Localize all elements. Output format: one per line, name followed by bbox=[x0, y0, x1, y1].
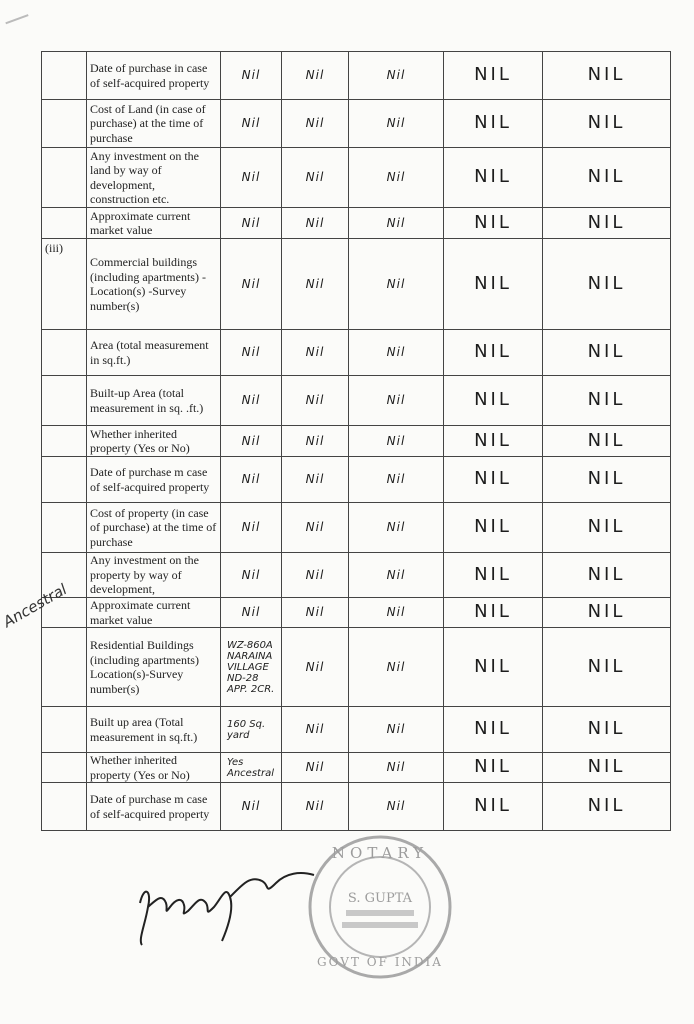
value-cell-col-1: Nil bbox=[221, 148, 282, 208]
value-cell-col-5: NIL bbox=[543, 598, 671, 628]
value-cell-col-1: Nil bbox=[221, 208, 282, 239]
row-number bbox=[42, 100, 87, 148]
value-cell-col-2: Nil bbox=[282, 553, 349, 598]
value-cell-col-5: NIL bbox=[543, 52, 671, 100]
value-cell-col-4: NIL bbox=[444, 208, 543, 239]
value-cell-col-2: Nil bbox=[282, 753, 349, 783]
table-row bbox=[42, 457, 671, 503]
row-number bbox=[42, 707, 87, 753]
row-number: (iii) bbox=[42, 239, 87, 330]
table-row bbox=[42, 783, 671, 831]
table-row bbox=[42, 330, 671, 376]
value-cell-col-5: NIL bbox=[543, 100, 671, 148]
row-number bbox=[42, 376, 87, 426]
value-cell-col-2: Nil bbox=[282, 239, 349, 330]
table-row bbox=[42, 553, 671, 598]
value-cell-col-4: NIL bbox=[444, 100, 543, 148]
row-number bbox=[42, 330, 87, 376]
value-cell-col-4: NIL bbox=[444, 148, 543, 208]
row-number bbox=[42, 426, 87, 457]
value-cell-col-4: NIL bbox=[444, 503, 543, 553]
row-label: Area (total measurement in sq.ft.) bbox=[87, 330, 221, 376]
stamp-name: S. GUPTA bbox=[347, 891, 413, 906]
value-cell-col-3: Nil bbox=[349, 553, 444, 598]
value-cell-col-4: NIL bbox=[444, 457, 543, 503]
value-cell-col-3: Nil bbox=[349, 753, 444, 783]
value-cell-col-5: NIL bbox=[543, 239, 671, 330]
row-label: Whether inherited property (Yes or No) bbox=[87, 426, 221, 457]
row-label: Built-up Area (total measurement in sq. .ft.) bbox=[87, 376, 221, 426]
value-cell-col-2: Nil bbox=[282, 783, 349, 831]
stamp-top-text: NOTARY bbox=[331, 844, 429, 862]
table-row bbox=[42, 100, 671, 148]
value-cell-col-5: NIL bbox=[543, 148, 671, 208]
value-cell-col-4: NIL bbox=[444, 598, 543, 628]
row-label: Residential Buildings (including apartments) Location(s)-Survey number(s) bbox=[87, 628, 221, 707]
value-cell-col-2: Nil bbox=[282, 707, 349, 753]
value-cell-col-1: Yes Ancestral bbox=[221, 753, 282, 783]
value-cell-col-4: NIL bbox=[444, 52, 543, 100]
value-cell-col-5: NIL bbox=[543, 553, 671, 598]
stamp-bottom-text: GOVT OF INDIA bbox=[317, 955, 443, 969]
table-row bbox=[42, 52, 671, 100]
value-cell-col-4: NIL bbox=[444, 553, 543, 598]
value-cell-col-5: NIL bbox=[543, 707, 671, 753]
value-cell-col-4: NIL bbox=[444, 426, 543, 457]
row-number bbox=[42, 52, 87, 100]
value-cell-col-5: NIL bbox=[543, 426, 671, 457]
value-cell-col-3: Nil bbox=[349, 426, 444, 457]
value-cell-col-1: Nil bbox=[221, 330, 282, 376]
value-cell-col-3: Nil bbox=[349, 148, 444, 208]
value-cell-col-2: Nil bbox=[282, 208, 349, 239]
value-cell-col-3: Nil bbox=[349, 239, 444, 330]
table-row bbox=[42, 628, 671, 707]
value-cell-col-4: NIL bbox=[444, 783, 543, 831]
value-cell-col-4: NIL bbox=[444, 239, 543, 330]
value-cell-col-1: Nil bbox=[221, 553, 282, 598]
row-label: Whether inherited property (Yes or No) bbox=[87, 753, 221, 783]
value-cell-col-3: Nil bbox=[349, 330, 444, 376]
value-cell-col-2: Nil bbox=[282, 376, 349, 426]
value-cell-col-5: NIL bbox=[543, 753, 671, 783]
row-label: Approximate current market value bbox=[87, 208, 221, 239]
value-cell-col-1: Nil bbox=[221, 376, 282, 426]
value-cell-col-4: NIL bbox=[444, 628, 543, 707]
row-number bbox=[42, 628, 87, 707]
value-cell-col-3: Nil bbox=[349, 503, 444, 553]
value-cell-col-5: NIL bbox=[543, 330, 671, 376]
margin-handwritten-note: Ancestral bbox=[0, 580, 71, 632]
value-cell-col-2: Nil bbox=[282, 148, 349, 208]
value-cell-col-2: Nil bbox=[282, 52, 349, 100]
value-cell-col-2: Nil bbox=[282, 426, 349, 457]
value-cell-col-5: NIL bbox=[543, 376, 671, 426]
value-cell-col-5: NIL bbox=[543, 783, 671, 831]
table-row bbox=[42, 753, 671, 783]
row-label: Any investment on the property by way of development, bbox=[87, 553, 221, 598]
value-cell-col-3: Nil bbox=[349, 783, 444, 831]
corner-mark bbox=[5, 14, 30, 30]
value-cell-col-2: Nil bbox=[282, 598, 349, 628]
notary-stamp bbox=[298, 832, 462, 982]
value-cell-col-4: NIL bbox=[444, 376, 543, 426]
value-cell-col-2: Nil bbox=[282, 457, 349, 503]
value-cell-col-3: Nil bbox=[349, 52, 444, 100]
value-cell-col-3: Nil bbox=[349, 376, 444, 426]
value-cell-col-2: Nil bbox=[282, 330, 349, 376]
row-number bbox=[42, 503, 87, 553]
assets-table bbox=[41, 51, 671, 831]
row-label: Cost of property (in case of purchase) at the time of purchase bbox=[87, 503, 221, 553]
value-cell-col-2: Nil bbox=[282, 100, 349, 148]
value-cell-col-1: Nil bbox=[221, 457, 282, 503]
row-number bbox=[42, 753, 87, 783]
value-cell-col-1: Nil bbox=[221, 503, 282, 553]
row-label: Built up area (Total measurement in sq.ft.) bbox=[87, 707, 221, 753]
value-cell-col-4: NIL bbox=[444, 753, 543, 783]
value-cell-col-5: NIL bbox=[543, 503, 671, 553]
table-row bbox=[42, 598, 671, 628]
row-label: Date of purchase m case of self-acquired property bbox=[87, 457, 221, 503]
value-cell-col-1: WZ-860A NARAINA VILLAGE ND-28 APP. 2CR. bbox=[221, 628, 282, 707]
row-label: Commercial buildings (including apartments) -Location(s) -Survey number(s) bbox=[87, 239, 221, 330]
row-label: Date of purchase m case of self-acquired property bbox=[87, 783, 221, 831]
value-cell-col-1: Nil bbox=[221, 239, 282, 330]
value-cell-col-1: Nil bbox=[221, 100, 282, 148]
value-cell-col-3: Nil bbox=[349, 598, 444, 628]
row-label: Any investment on the land by way of development, construction etc. bbox=[87, 148, 221, 208]
table-row bbox=[42, 208, 671, 239]
value-cell-col-1: 160 Sq. yard bbox=[221, 707, 282, 753]
value-cell-col-5: NIL bbox=[543, 457, 671, 503]
value-cell-col-1: Nil bbox=[221, 426, 282, 457]
value-cell-col-1: Nil bbox=[221, 783, 282, 831]
row-label: Approximate current market value bbox=[87, 598, 221, 628]
value-cell-col-4: NIL bbox=[444, 330, 543, 376]
value-cell-col-1: Nil bbox=[221, 598, 282, 628]
value-cell-col-2: Nil bbox=[282, 628, 349, 707]
value-cell-col-1: Nil bbox=[221, 52, 282, 100]
row-number bbox=[42, 148, 87, 208]
row-number bbox=[42, 208, 87, 239]
table-row bbox=[42, 148, 671, 208]
value-cell-col-5: NIL bbox=[543, 628, 671, 707]
value-cell-col-3: Nil bbox=[349, 628, 444, 707]
table-row bbox=[42, 376, 671, 426]
value-cell-col-2: Nil bbox=[282, 503, 349, 553]
table-row bbox=[42, 503, 671, 553]
row-label: Date of purchase in case of self-acquired property bbox=[87, 52, 221, 100]
row-number bbox=[42, 457, 87, 503]
table-row bbox=[42, 426, 671, 457]
value-cell-col-3: Nil bbox=[349, 208, 444, 239]
row-number bbox=[42, 783, 87, 831]
table-row bbox=[42, 239, 671, 330]
value-cell-col-3: Nil bbox=[349, 707, 444, 753]
value-cell-col-3: Nil bbox=[349, 100, 444, 148]
row-label: Cost of Land (in case of purchase) at the time of purchase bbox=[87, 100, 221, 148]
value-cell-col-5: NIL bbox=[543, 208, 671, 239]
handwritten-signature bbox=[130, 845, 320, 955]
table-row bbox=[42, 707, 671, 753]
value-cell-col-4: NIL bbox=[444, 707, 543, 753]
value-cell-col-3: Nil bbox=[349, 457, 444, 503]
